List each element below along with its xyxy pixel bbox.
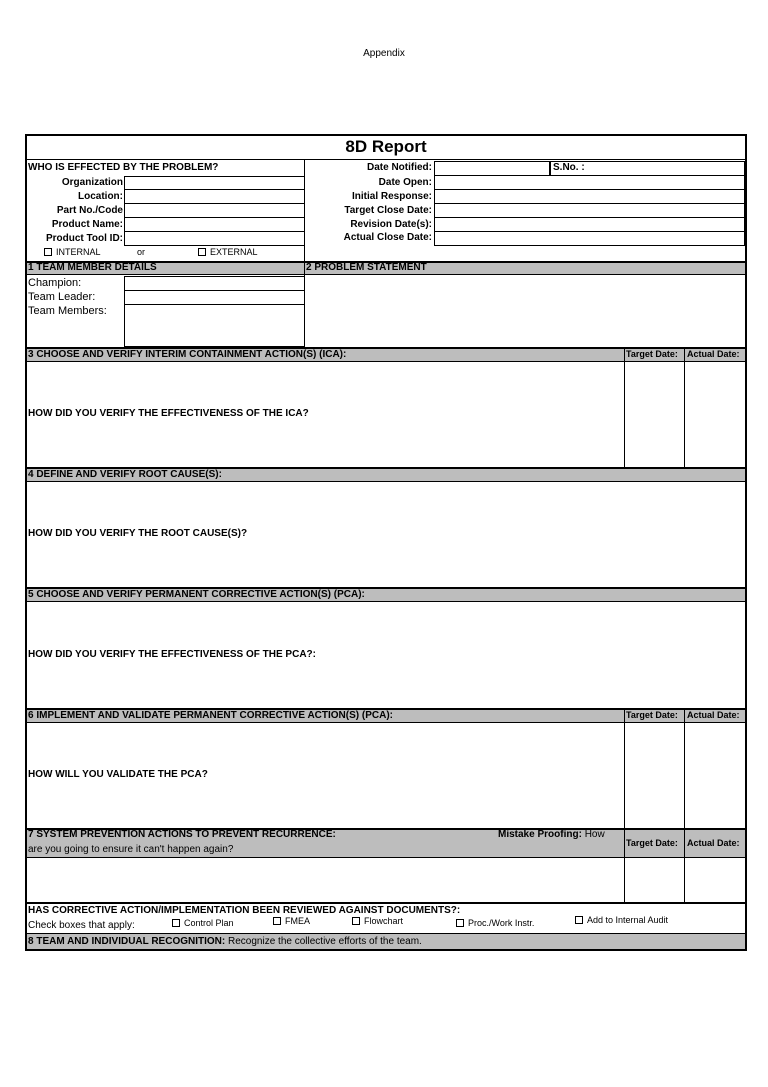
check-proc-work-instr[interactable]: Proc./Work Instr. xyxy=(456,918,534,928)
initial-response-label: Initial Response: xyxy=(351,191,432,202)
control-plan-checkbox[interactable] xyxy=(172,919,180,927)
date-open-label: Date Open: xyxy=(378,177,432,188)
field-product-name-label: Product Name: xyxy=(51,219,123,230)
check-boxes-label: Check boxes that apply: xyxy=(28,920,135,931)
date-open-input[interactable] xyxy=(434,175,745,190)
part-no-input[interactable] xyxy=(124,203,305,218)
s7-target-date: Target Date: xyxy=(626,838,678,848)
flowchart-checkbox[interactable] xyxy=(352,917,360,925)
target-close-date-input[interactable] xyxy=(434,203,745,218)
team-members-input[interactable] xyxy=(124,304,305,347)
actual-close-date-input[interactable] xyxy=(434,231,745,246)
s3-target-date: Target Date: xyxy=(626,349,678,359)
team-members-label: Team Members: xyxy=(28,305,107,317)
s3-question: HOW DID YOU VERIFY THE EFFECTIVENESS OF THE ICA? xyxy=(28,408,309,419)
team-heading: 1 TEAM MEMBER DETAILS xyxy=(28,262,157,273)
location-input[interactable] xyxy=(124,189,305,204)
field-location-label: Location: xyxy=(78,191,123,202)
review-heading: HAS CORRECTIVE ACTION/IMPLEMENTATION BEEN REVIEWED AGAINST DOCUMENTS?: xyxy=(28,905,461,916)
s6-target-date: Target Date: xyxy=(626,710,678,720)
or-label: or xyxy=(137,247,146,257)
appendix-label: Appendix xyxy=(363,48,405,59)
check-flowchart[interactable]: Flowchart xyxy=(352,916,403,926)
problem-heading: 2 PROBLEM STATEMENT xyxy=(306,262,427,273)
proc-work-instr-checkbox[interactable] xyxy=(456,919,464,927)
s5-heading: 5 CHOOSE AND VERIFY PERMANENT CORRECTIVE ACTION(S) (PCA): xyxy=(28,589,365,600)
check-control-plan[interactable]: Control Plan xyxy=(172,918,234,928)
report-title: 8D Report xyxy=(345,137,427,156)
s7-line2: are you going to ensure it can't happen again? xyxy=(28,844,234,855)
revision-dates-label: Revision Date(s): xyxy=(350,219,432,230)
check-add-internal-audit[interactable]: Add to Internal Audit xyxy=(575,915,668,925)
s7-heading: 7 SYSTEM PREVENTION ACTIONS TO PREVENT RECURRENCE: xyxy=(28,829,336,840)
problem-statement-input[interactable] xyxy=(305,276,745,347)
field-part-no-label: Part No./Code xyxy=(56,205,123,216)
s4-question: HOW DID YOU VERIFY THE ROOT CAUSE(S)? xyxy=(28,528,248,539)
s8-heading: 8 TEAM AND INDIVIDUAL RECOGNITION: Recognize the collective efforts of the team. xyxy=(28,936,422,947)
who-heading: WHO IS EFFECTED BY THE PROBLEM? xyxy=(28,162,219,173)
date-notified-label: Date Notified: xyxy=(367,162,432,173)
product-tool-input[interactable] xyxy=(124,231,305,246)
s3-actual-date: Actual Date: xyxy=(687,349,740,359)
champion-label: Champion: xyxy=(28,277,82,289)
external-checkbox[interactable] xyxy=(198,248,206,256)
initial-response-input[interactable] xyxy=(434,189,745,204)
internal-option[interactable]: INTERNAL xyxy=(44,247,101,257)
check-fmea[interactable]: FMEA xyxy=(273,916,310,926)
organization-input[interactable] xyxy=(124,176,305,190)
team-leader-input[interactable] xyxy=(124,290,305,305)
sno-label: S.No. : xyxy=(553,162,585,173)
fmea-checkbox[interactable] xyxy=(273,917,281,925)
external-option[interactable]: EXTERNAL xyxy=(198,247,258,257)
team-leader-label: Team Leader: xyxy=(28,291,96,303)
product-name-input[interactable] xyxy=(124,217,305,232)
s4-heading: 4 DEFINE AND VERIFY ROOT CAUSE(S): xyxy=(28,469,222,480)
s6-actual-date: Actual Date: xyxy=(687,710,740,720)
s7-actual-date: Actual Date: xyxy=(687,838,740,848)
field-product-tool-label: Product Tool ID: xyxy=(45,233,123,244)
s6-heading: 6 IMPLEMENT AND VALIDATE PERMANENT CORRECTIVE ACTION(S) (PCA): xyxy=(28,710,393,721)
s3-heading: 3 CHOOSE AND VERIFY INTERIM CONTAINMENT ACTION(S) (ICA): xyxy=(28,349,347,360)
revision-dates-input[interactable] xyxy=(434,217,745,232)
s6-question: HOW WILL YOU VALIDATE THE PCA? xyxy=(28,769,208,780)
date-notified-input[interactable] xyxy=(434,161,550,176)
s7-mistake-proofing: Mistake Proofing: How xyxy=(498,829,605,840)
s5-question: HOW DID YOU VERIFY THE EFFECTIVENESS OF THE PCA?: xyxy=(28,649,316,660)
field-organization-label: Organization xyxy=(61,177,123,188)
champion-input[interactable] xyxy=(124,276,305,291)
actual-close-date-label: Actual Close Date: xyxy=(343,232,432,243)
target-close-date-label: Target Close Date: xyxy=(344,205,432,216)
add-internal-audit-checkbox[interactable] xyxy=(575,916,583,924)
internal-checkbox[interactable] xyxy=(44,248,52,256)
